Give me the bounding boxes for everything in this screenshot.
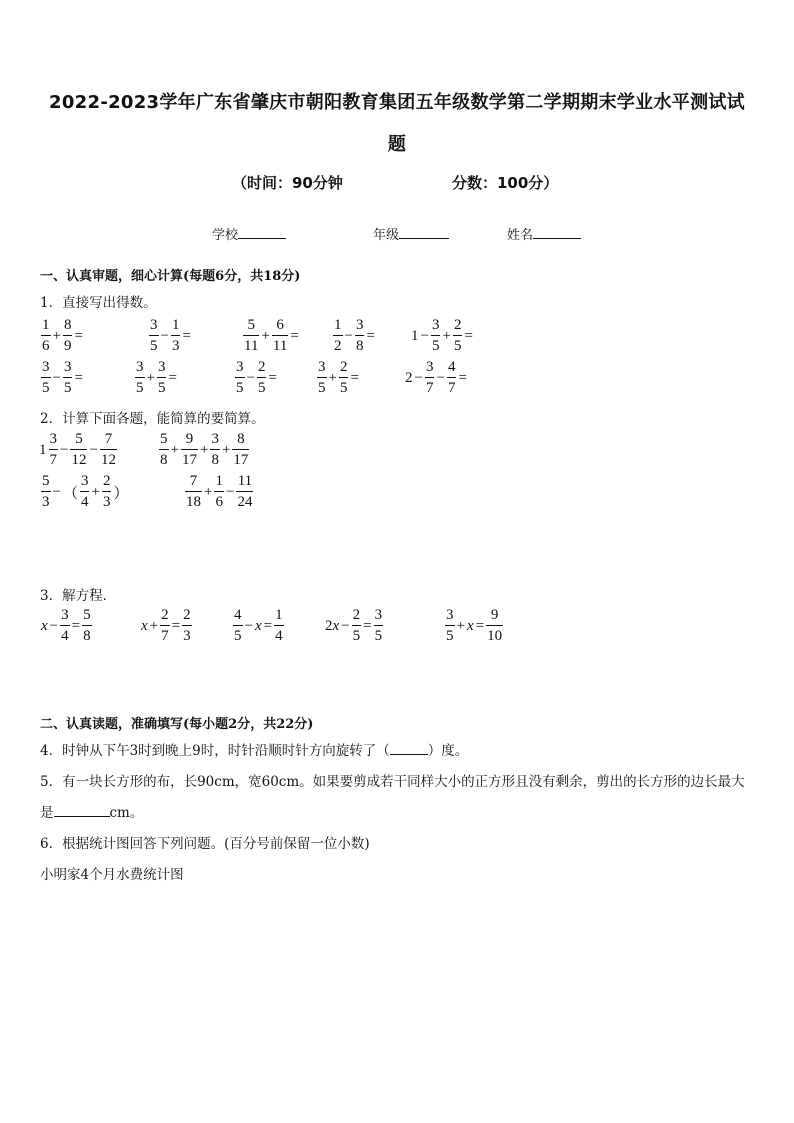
- fraction: 3 5: [150, 317, 158, 354]
- grade-blank[interactable]: [399, 225, 449, 239]
- q2-expr-1: 1 3 7 − $\frac{5}{12}$ − $\frac{7}{12}$: [39, 431, 116, 468]
- fraction: $\frac{3}{8}$: [355, 317, 364, 354]
- fraction: $\frac{1}{4}$: [275, 607, 283, 644]
- q1-expr-2: 3 5 − $\frac{1}{3}$ =: [150, 317, 191, 354]
- fraction: $\frac{5}{8}$: [83, 607, 91, 644]
- fraction: $\frac{3}{5}$: [374, 607, 383, 644]
- q2-expr-4: 7 18 + $\frac{1}{6}$ − $\frac{11}{24}$: [186, 473, 253, 510]
- fraction: 3 5: [446, 607, 454, 644]
- fraction: $\frac{2}{7}$: [161, 607, 169, 644]
- q1-expr-10: 2 − $\frac{3}{7}$ − $\frac{4}{7}$ =: [405, 359, 467, 396]
- fraction: $\frac{2}{3}$: [183, 607, 191, 644]
- question-6: 6．根据统计图回答下列问题。(百分号前保留一位小数): [40, 836, 370, 852]
- page-title: 2022-2023学年广东省肇庆市朝阳教育集团五年级数学第二学期期末学业水平测试试: [49, 92, 745, 113]
- q1-expr-4: 1 2 − $\frac{3}{8}$ =: [334, 317, 375, 354]
- q2-expr-2: 5 8 + $\frac{9}{17}$ + $\frac{3}{8}$ + $\frac{8}{17}$: [160, 431, 249, 468]
- name-blank[interactable]: [533, 225, 581, 239]
- q3-equation-5: 3 5 + x = $\frac{9}{10}$: [446, 607, 503, 644]
- q4-answer-blank[interactable]: [390, 741, 428, 755]
- fraction: $\frac{2}{5}$: [257, 359, 266, 396]
- name-field: [507, 224, 581, 243]
- q1-expr-7: 3 5 + $\frac{3}{5}$ =: [136, 359, 177, 396]
- question-5-continued: [40, 801, 143, 821]
- question-3: 3．解方程．: [40, 588, 117, 604]
- q1-expr-8: 3 5 − $\frac{2}{5}$ =: [236, 359, 277, 396]
- fraction: $\frac{3}{4}$: [61, 607, 69, 644]
- question-1: 1．直接写出得数。: [40, 295, 157, 311]
- fraction: $\frac{4}{7}$: [447, 359, 456, 396]
- fraction: 3 5: [318, 359, 326, 396]
- fraction: 4 5: [234, 607, 242, 644]
- fraction: 1 6: [42, 317, 50, 354]
- fraction: $\frac{3}{5}$: [63, 359, 72, 396]
- fraction: $\frac{3}{8}$: [211, 431, 219, 468]
- fraction: $\frac{1}{6}$: [215, 473, 223, 510]
- q4-text-start: 4．时钟从下午3时到晚上9时，时针沿顺时针方向旋转了（: [40, 743, 390, 759]
- fraction: $\frac{2}{3}$: [102, 473, 111, 510]
- fraction: 5 11: [244, 317, 259, 354]
- fraction: $\frac{5}{12}$: [71, 431, 87, 468]
- fraction: 3 4: [80, 473, 89, 510]
- fraction: $\frac{6}{11}$: [272, 317, 288, 354]
- q4-text-end: ）度。: [427, 743, 469, 759]
- question-5: 5．有一块长方形的布，长90cm，宽60cm。如果要剪成若干同样大小的正方形且没有剩余，剪出的长方形的边长最大: [40, 774, 745, 790]
- question-4: [40, 739, 468, 759]
- fraction: $\frac{9}{17}$: [181, 431, 197, 468]
- q3-equation-4: 2x − $\frac{2}{5}$ = $\frac{3}{5}$: [325, 607, 383, 644]
- school-field: [212, 224, 286, 243]
- q1-expr-5: 1 − $\frac{3}{5}$ + $\frac{2}{5}$ =: [411, 317, 473, 354]
- section1-heading: 一、认真审题，细心计算(每题6分，共18分): [40, 269, 301, 284]
- fraction: $\frac{2}{5}$: [352, 607, 361, 644]
- q1-expr-1: 1 6 + $\frac{8}{9}$ =: [42, 317, 83, 354]
- fraction: $\frac{2}{5}$: [339, 359, 348, 396]
- q3-equation-1: x − $\frac{3}{4}$ = $\frac{5}{8}$: [41, 607, 91, 644]
- fraction: $\frac{3}{7}$: [425, 359, 434, 396]
- q1-expr-9: 3 5 + $\frac{2}{5}$ =: [318, 359, 359, 396]
- q5-answer-blank[interactable]: [54, 803, 110, 817]
- grade-label: 年级: [373, 228, 400, 243]
- name-label: 姓名: [507, 228, 534, 243]
- fraction: 3 5: [42, 359, 50, 396]
- q3-equation-2: x + $\frac{2}{7}$ = $\frac{2}{3}$: [141, 607, 191, 644]
- fraction: 3 5: [136, 359, 144, 396]
- fraction: 5 3: [42, 473, 50, 510]
- fraction: 5 8: [160, 431, 168, 468]
- exam-score: 分数：100分）: [452, 174, 559, 192]
- section2-heading: 二、认真读题，准确填写(每小题2分，共22分): [40, 717, 314, 732]
- fraction: $\frac{3}{5}$: [157, 359, 166, 396]
- grade-field: [373, 224, 449, 243]
- q2-expr-3: 5 3 − （ 3 4 + $\frac{2}{3}$ ）: [42, 473, 129, 510]
- school-label: 学校: [212, 228, 239, 243]
- fraction: $\frac{8}{17}$: [233, 431, 249, 468]
- fraction: 3 5: [236, 359, 244, 396]
- fraction: $\frac{1}{3}$: [171, 317, 180, 354]
- q1-expr-6: 3 5 − $\frac{3}{5}$ =: [42, 359, 83, 396]
- q1-expr-3: 5 11 + $\frac{6}{11}$ =: [244, 317, 299, 354]
- fraction: $\frac{2}{5}$: [453, 317, 462, 354]
- fraction: 3 7: [49, 431, 57, 468]
- q3-equation-3: 4 5 − x = $\frac{1}{4}$: [234, 607, 283, 644]
- fraction: 7 18: [186, 473, 201, 510]
- exam-time: （时间：90分钟: [232, 174, 343, 192]
- fraction: $\frac{7}{12}$: [100, 431, 116, 468]
- q5-text-end: cm。: [109, 805, 144, 821]
- page-title-continued: 题: [387, 134, 407, 155]
- question-2: 2．计算下面各题，能简算的要简算。: [40, 411, 265, 427]
- fraction: $\frac{11}{24}$: [237, 473, 253, 510]
- fraction: $\frac{8}{9}$: [63, 317, 72, 354]
- fraction: $\frac{9}{10}$: [487, 607, 503, 644]
- fraction: $\frac{3}{5}$: [431, 317, 440, 354]
- school-blank[interactable]: [238, 225, 286, 239]
- chart-caption: 小明家4个月水费统计图: [40, 867, 184, 883]
- fraction: 1 2: [334, 317, 342, 354]
- q5-text-start: 是: [40, 805, 54, 821]
